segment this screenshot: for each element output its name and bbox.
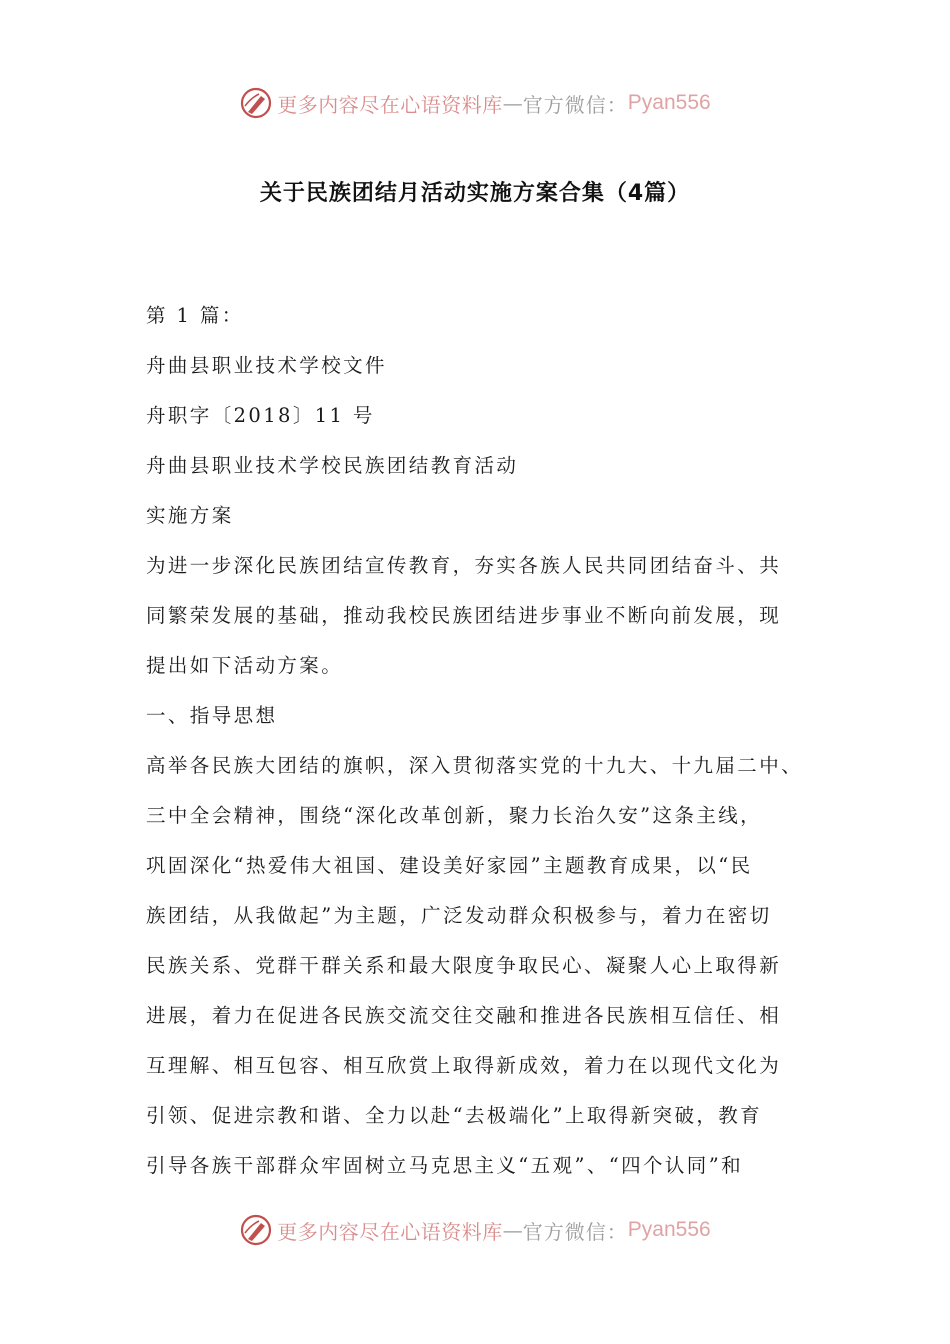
watermark-wechat-label: 官方微信： — [522, 92, 628, 117]
text-line: 进展，着力在促进各民族交流交往交融和推进各民族相互信任、相 — [146, 1004, 782, 1027]
text-line: 舟职字〔2018〕11 号 — [146, 404, 375, 427]
watermark-wechat-id: Pyan556 — [627, 91, 711, 114]
document-body — [146, 297, 826, 1197]
watermark-text: 更多内容尽在心语资料库 — [277, 92, 503, 117]
watermark-separator: — — [502, 1218, 523, 1242]
pen-nib-logo-icon — [239, 86, 273, 120]
header-watermark — [0, 81, 950, 125]
text-line: 舟曲县职业技术学校文件 — [146, 354, 387, 377]
text-line: 高举各民族大团结的旗帜，深入贯彻落实党的十九大、十九届二中、 — [146, 754, 804, 777]
text-line: 为进一步深化民族团结宣传教育，夯实各族人民共同团结奋斗、共 — [146, 554, 782, 577]
watermark-wechat-label: 官方微信： — [522, 1219, 628, 1244]
watermark-text: 更多内容尽在心语资料库 — [277, 1219, 503, 1244]
watermark-separator: — — [502, 91, 523, 115]
text-line: 提出如下活动方案。 — [146, 654, 344, 677]
text-line: 引导各族干部群众牢固树立马克思主义“五观”、“四个认同”和 — [146, 1154, 743, 1177]
document-title: 关于民族团结月活动实施方案合集（4篇） — [259, 181, 691, 206]
text-line: 一、指导思想 — [146, 704, 278, 727]
text-line: 第 1 篇： — [146, 304, 244, 327]
text-line: 互理解、相互包容、相互欣赏上取得新成效，着力在以现代文化为 — [146, 1054, 782, 1077]
text-line: 民族关系、党群干群关系和最大限度争取民心、凝聚人心上取得新 — [146, 954, 782, 977]
text-line: 三中全会精神，围绕“深化改革创新，聚力长治久安”这条主线， — [146, 804, 763, 827]
footer-watermark — [0, 1208, 950, 1252]
watermark-wechat-id: Pyan556 — [627, 1218, 711, 1241]
text-line: 引领、促进宗教和谐、全力以赴“去极端化”上取得新突破，教育 — [146, 1104, 763, 1127]
text-line: 巩固深化“热爱伟大祖国、建设美好家园”主题教育成果，以“民 — [146, 854, 753, 877]
text-line: 族团结，从我做起”为主题，广泛发动群众积极参与，着力在密切 — [146, 904, 772, 927]
pen-nib-logo-icon — [239, 1213, 273, 1247]
text-line: 舟曲县职业技术学校民族团结教育活动 — [146, 454, 519, 477]
text-line: 同繁荣发展的基础，推动我校民族团结进步事业不断向前发展，现 — [146, 604, 782, 627]
text-line: 实施方案 — [146, 504, 234, 527]
